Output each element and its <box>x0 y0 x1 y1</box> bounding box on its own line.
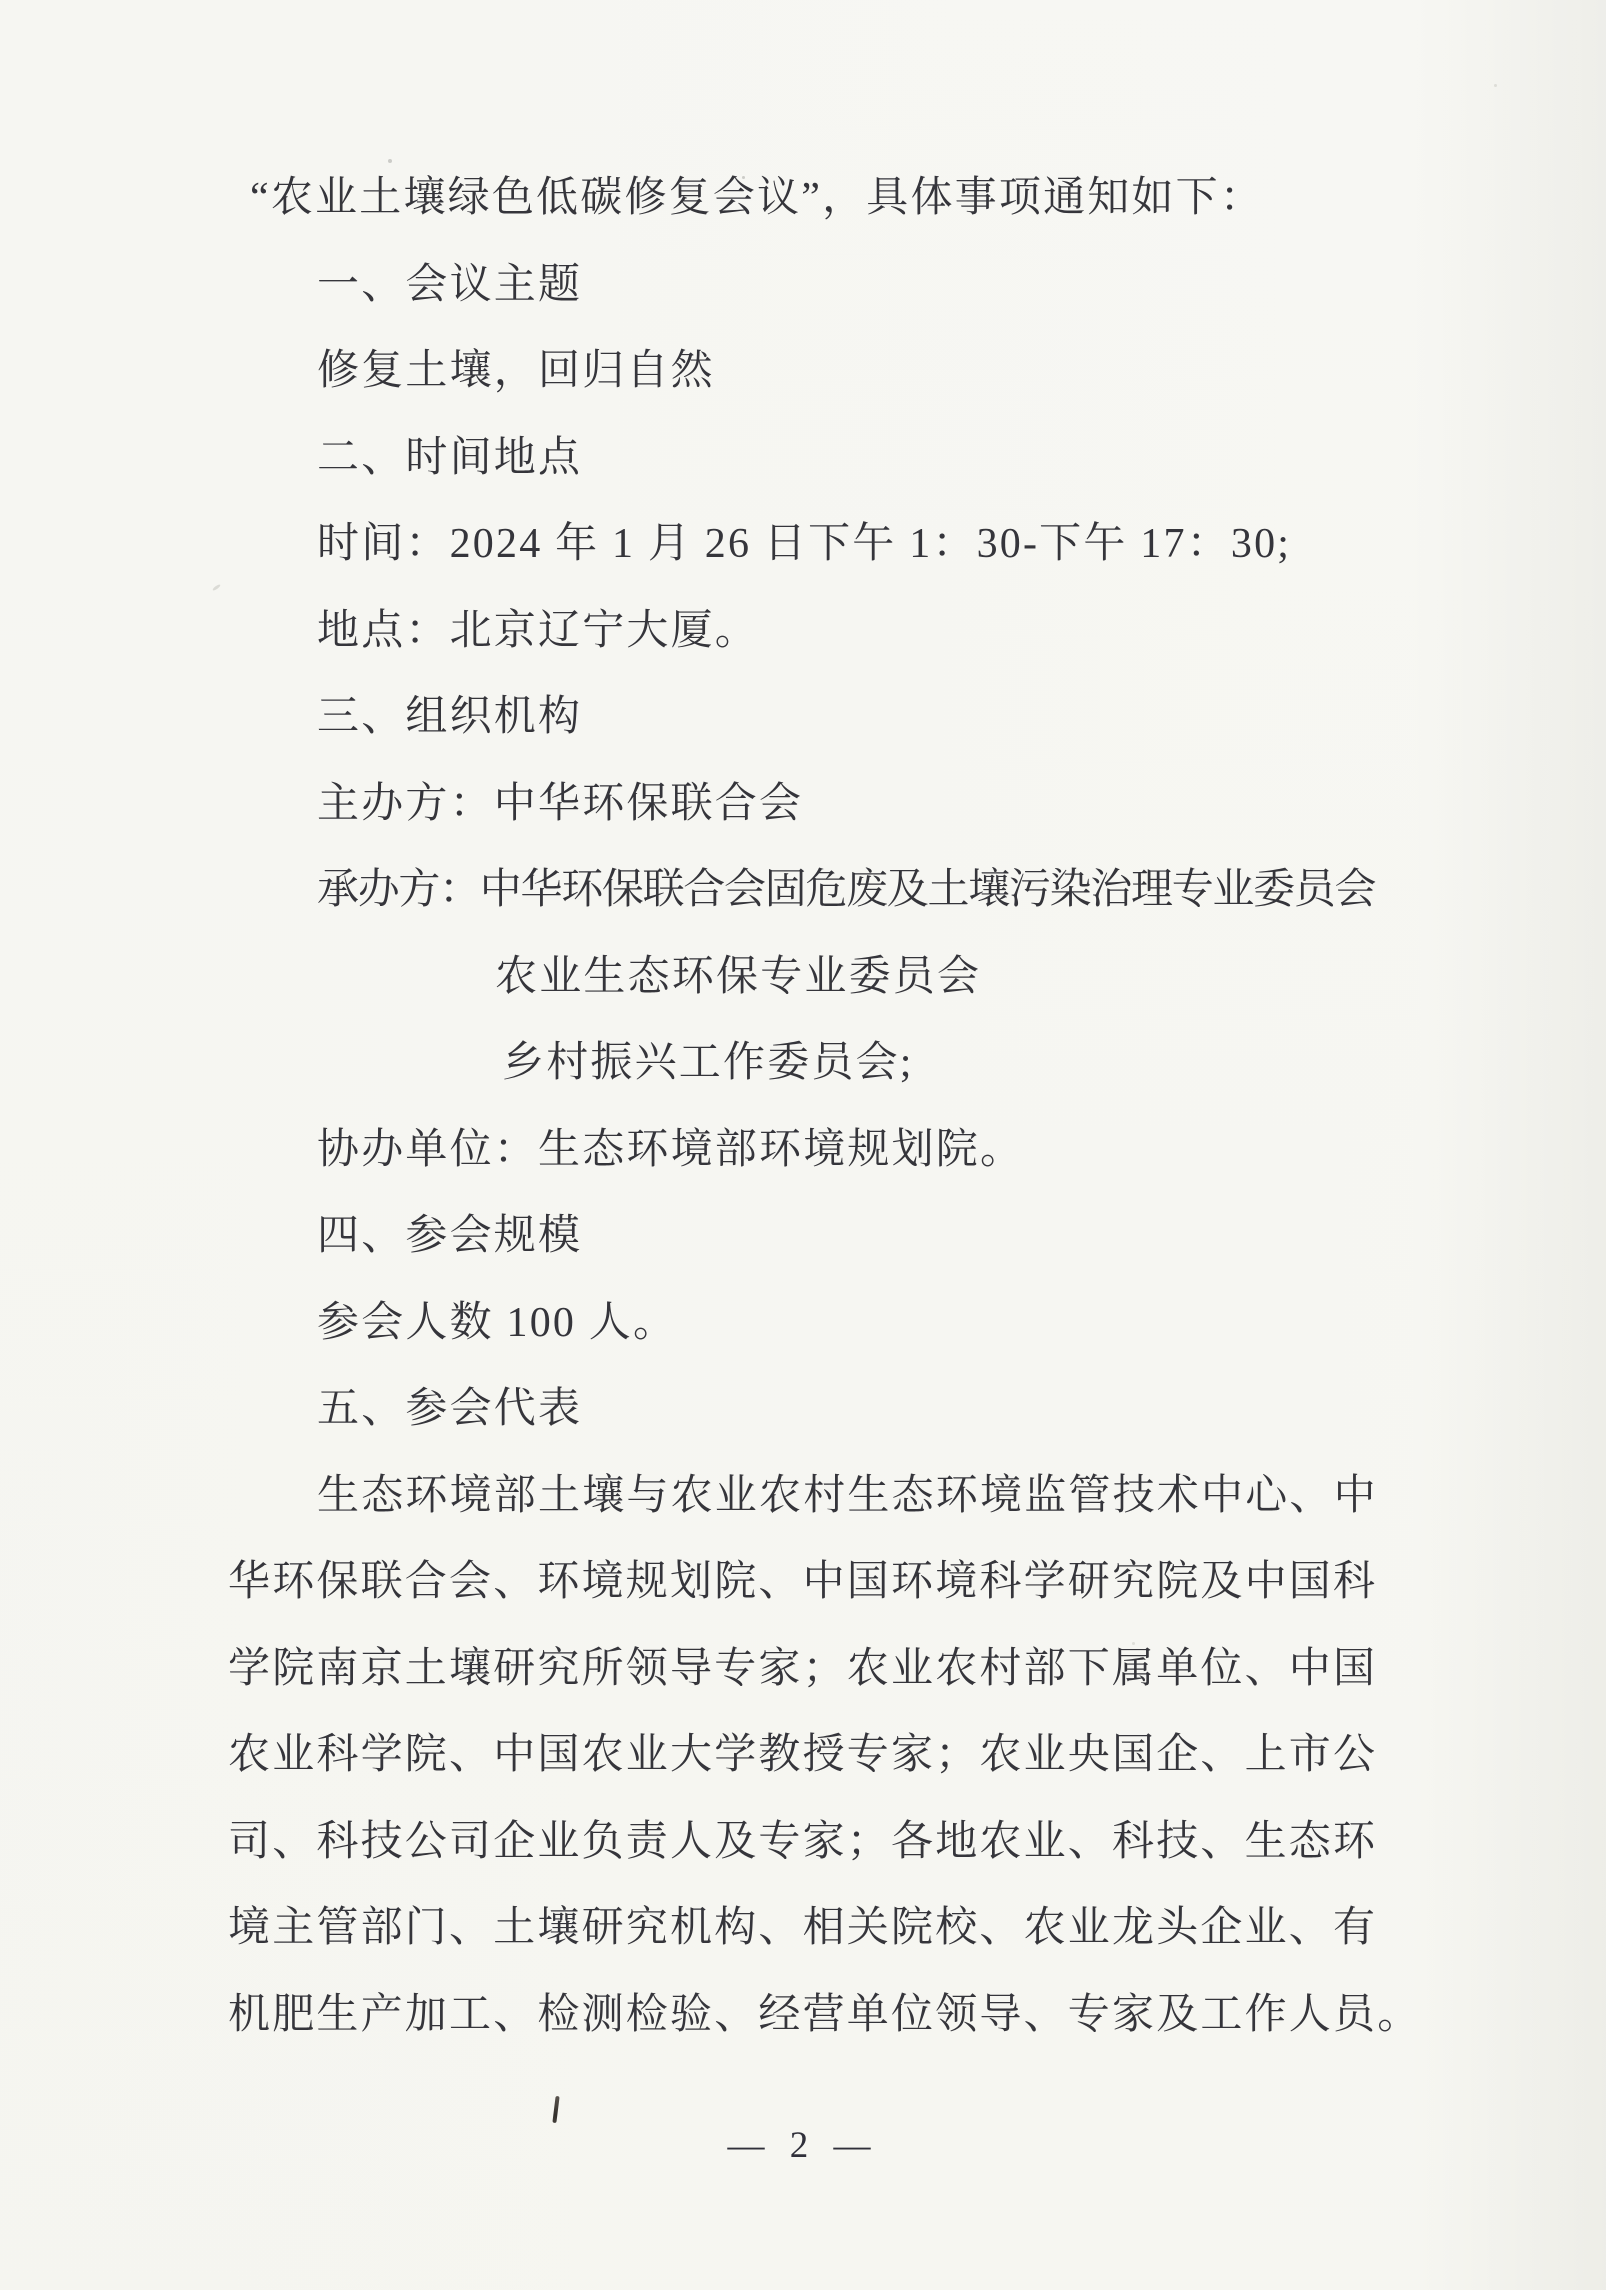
doc-line-heading: 二、时间地点 <box>317 434 583 481</box>
doc-line-heading: 五、参会代表 <box>317 1386 583 1432</box>
document-body <box>228 155 1448 2058</box>
doc-line: 机肥生产加工、检测检验、经营单位领导、专家及工作人员。 <box>228 1991 1422 2038</box>
doc-line: 华环保联合会、环境规划院、中国环境科学研究院及中国科 <box>228 1559 1378 1605</box>
scan-speck <box>1132 1642 1135 1645</box>
doc-line: 修复土壤，回归自然 <box>317 348 715 394</box>
doc-line-heading: 四、参会规模 <box>317 1213 583 1259</box>
doc-line: 主办方：中华环保联合会 <box>317 780 804 827</box>
doc-line: 生态环境部土壤与农业农村生态环境监管技术中心、中 <box>317 1472 1378 1519</box>
doc-line: 参会人数 100 人。 <box>317 1299 678 1346</box>
doc-line: 时间：2024 年 1 月 26 日下午 1：30-下午 17：30; <box>317 521 1292 567</box>
doc-line-heading: 一、会议主题 <box>317 261 583 308</box>
scan-speck <box>742 176 745 179</box>
doc-line: 农业科学院、中国农业大学教授专家；农业央国企、上市公 <box>228 1732 1378 1778</box>
doc-line: “农业土壤绿色低碳修复会议”，具体事项通知如下： <box>250 175 1265 221</box>
doc-line: 境主管部门、土壤研究机构、相关院校、农业龙头企业、有 <box>228 1905 1378 1951</box>
doc-line: 学院南京土壤研究所领导专家；农业农村部下属单位、中国 <box>228 1645 1378 1692</box>
doc-line: 乡村振兴工作委员会; <box>502 1040 914 1086</box>
scan-speck <box>1494 84 1497 87</box>
scan-speck <box>212 584 221 592</box>
scan-speck <box>388 159 392 163</box>
doc-line: 承办方：中华环保联合会固危废及土壤污染治理专业委员会 <box>317 867 1376 913</box>
doc-line-heading: 三、组织机构 <box>317 694 583 740</box>
doc-line: 协办单位：生态环境部环境规划院。 <box>317 1126 1025 1173</box>
doc-line: 地点：北京辽宁大厦。 <box>317 607 760 654</box>
pen-mark-artifact <box>552 2096 559 2123</box>
page-number: — 2 — <box>727 2125 879 2166</box>
doc-line: 农业生态环保专业委员会 <box>495 953 982 1000</box>
doc-line: 司、科技公司企业负责人及专家；各地农业、科技、生态环 <box>228 1818 1378 1865</box>
